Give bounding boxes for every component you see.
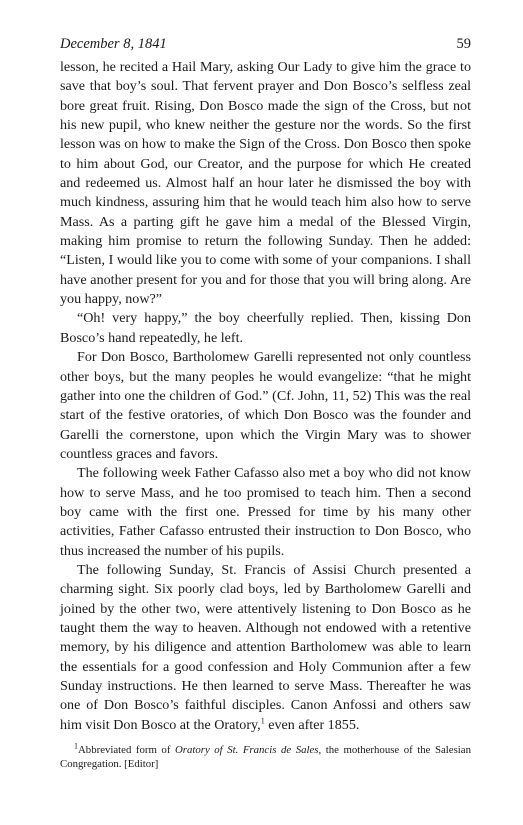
running-header xyxy=(60,36,471,58)
paragraph-last xyxy=(60,561,471,735)
paragraph-text: The following Sunday, St. Francis of Assisi Church presented a charming sight. Six poorly clad boys, led by Bartholomew Garelli and joined by the other two, were attentively listening to Don Bosco as he taught them the way to heaven. Although not endowed with a retentive memory, by his diligence and attention Bartholomew was able to learn the essentials for a good confession and Holy Communion after a few Sunday instructions. He then learned to serve Mass. Thereafter he was one of Don Bosco’s faithful disciples. Canon Anfossi and others saw him visit Don Bosco at the Oratory, xyxy=(60,561,471,733)
paragraph-continued: lesson, he recited a Hail Mary, asking Our Lady to give him the grace to save that boy’s soul. That fervent prayer and Don Bosco’s selfless zeal bore great fruit. Rising, Don Bosco made the sign of the Cross, but not his new pupil, who knew neither the gesture nor the words. So the first lesson was on how to make the Sign of the Cross. Don Bosco then spoke to him about God, our Creator, and the purpose for which He created and redeemed us. Almost half an hour later he dismissed the boy with much kindness, assuring him that he would teach him also how to serve Mass. As a parting gift he gave him a medal of the Blessed Virgin, making him promise to return the following Sunday. Then he added: “Listen, I would like you to come with some of your companions. I shall have another present for you and for those that you will bring along. Are you happy, now?” xyxy=(60,59,471,308)
footnote-marker: 1 xyxy=(74,741,78,751)
paragraph: For Don Bosco, Bartholomew Garelli represented not only countless other boys, but the many peoples he would evangelize: “that he might gather into one the children of God.” (Cf. John, 11, 52) This was the real start of the festive oratories, of which Don Bosco was the founder and Garelli the cornerstone, upon which the Virgin Mary was to shower countless graces and favors. xyxy=(60,349,471,462)
footnote xyxy=(60,743,471,771)
footnote-prefix: Abbreviated form of xyxy=(78,744,175,757)
page-number: 59 xyxy=(456,36,471,52)
paragraph: The following week Father Cafasso also met a boy who did not know how to serve Mass, and he too promised to teach him. Then a second boy came with the first one. Pressed for time by his many other activities, Father Cafasso entrusted their instruction to Don Bosco, who thus increased the number of his pupils. xyxy=(60,465,471,559)
footnote-title: Oratory of St. Francis de Sales xyxy=(174,744,319,757)
running-title: December 8, 1841 xyxy=(60,36,167,52)
book-page xyxy=(60,36,471,771)
paragraph-tail: even after 1855. xyxy=(264,716,360,733)
body-text xyxy=(60,58,471,735)
footnote-suffix: , the motherhouse of the Salesian Congregation. [Editor] xyxy=(60,744,471,771)
footnote-reference: 1 xyxy=(260,716,265,725)
paragraph: “Oh! very happy,” the boy cheerfully replied. Then, kissing Don Bosco’s hand repeatedly, he left. xyxy=(60,310,471,346)
